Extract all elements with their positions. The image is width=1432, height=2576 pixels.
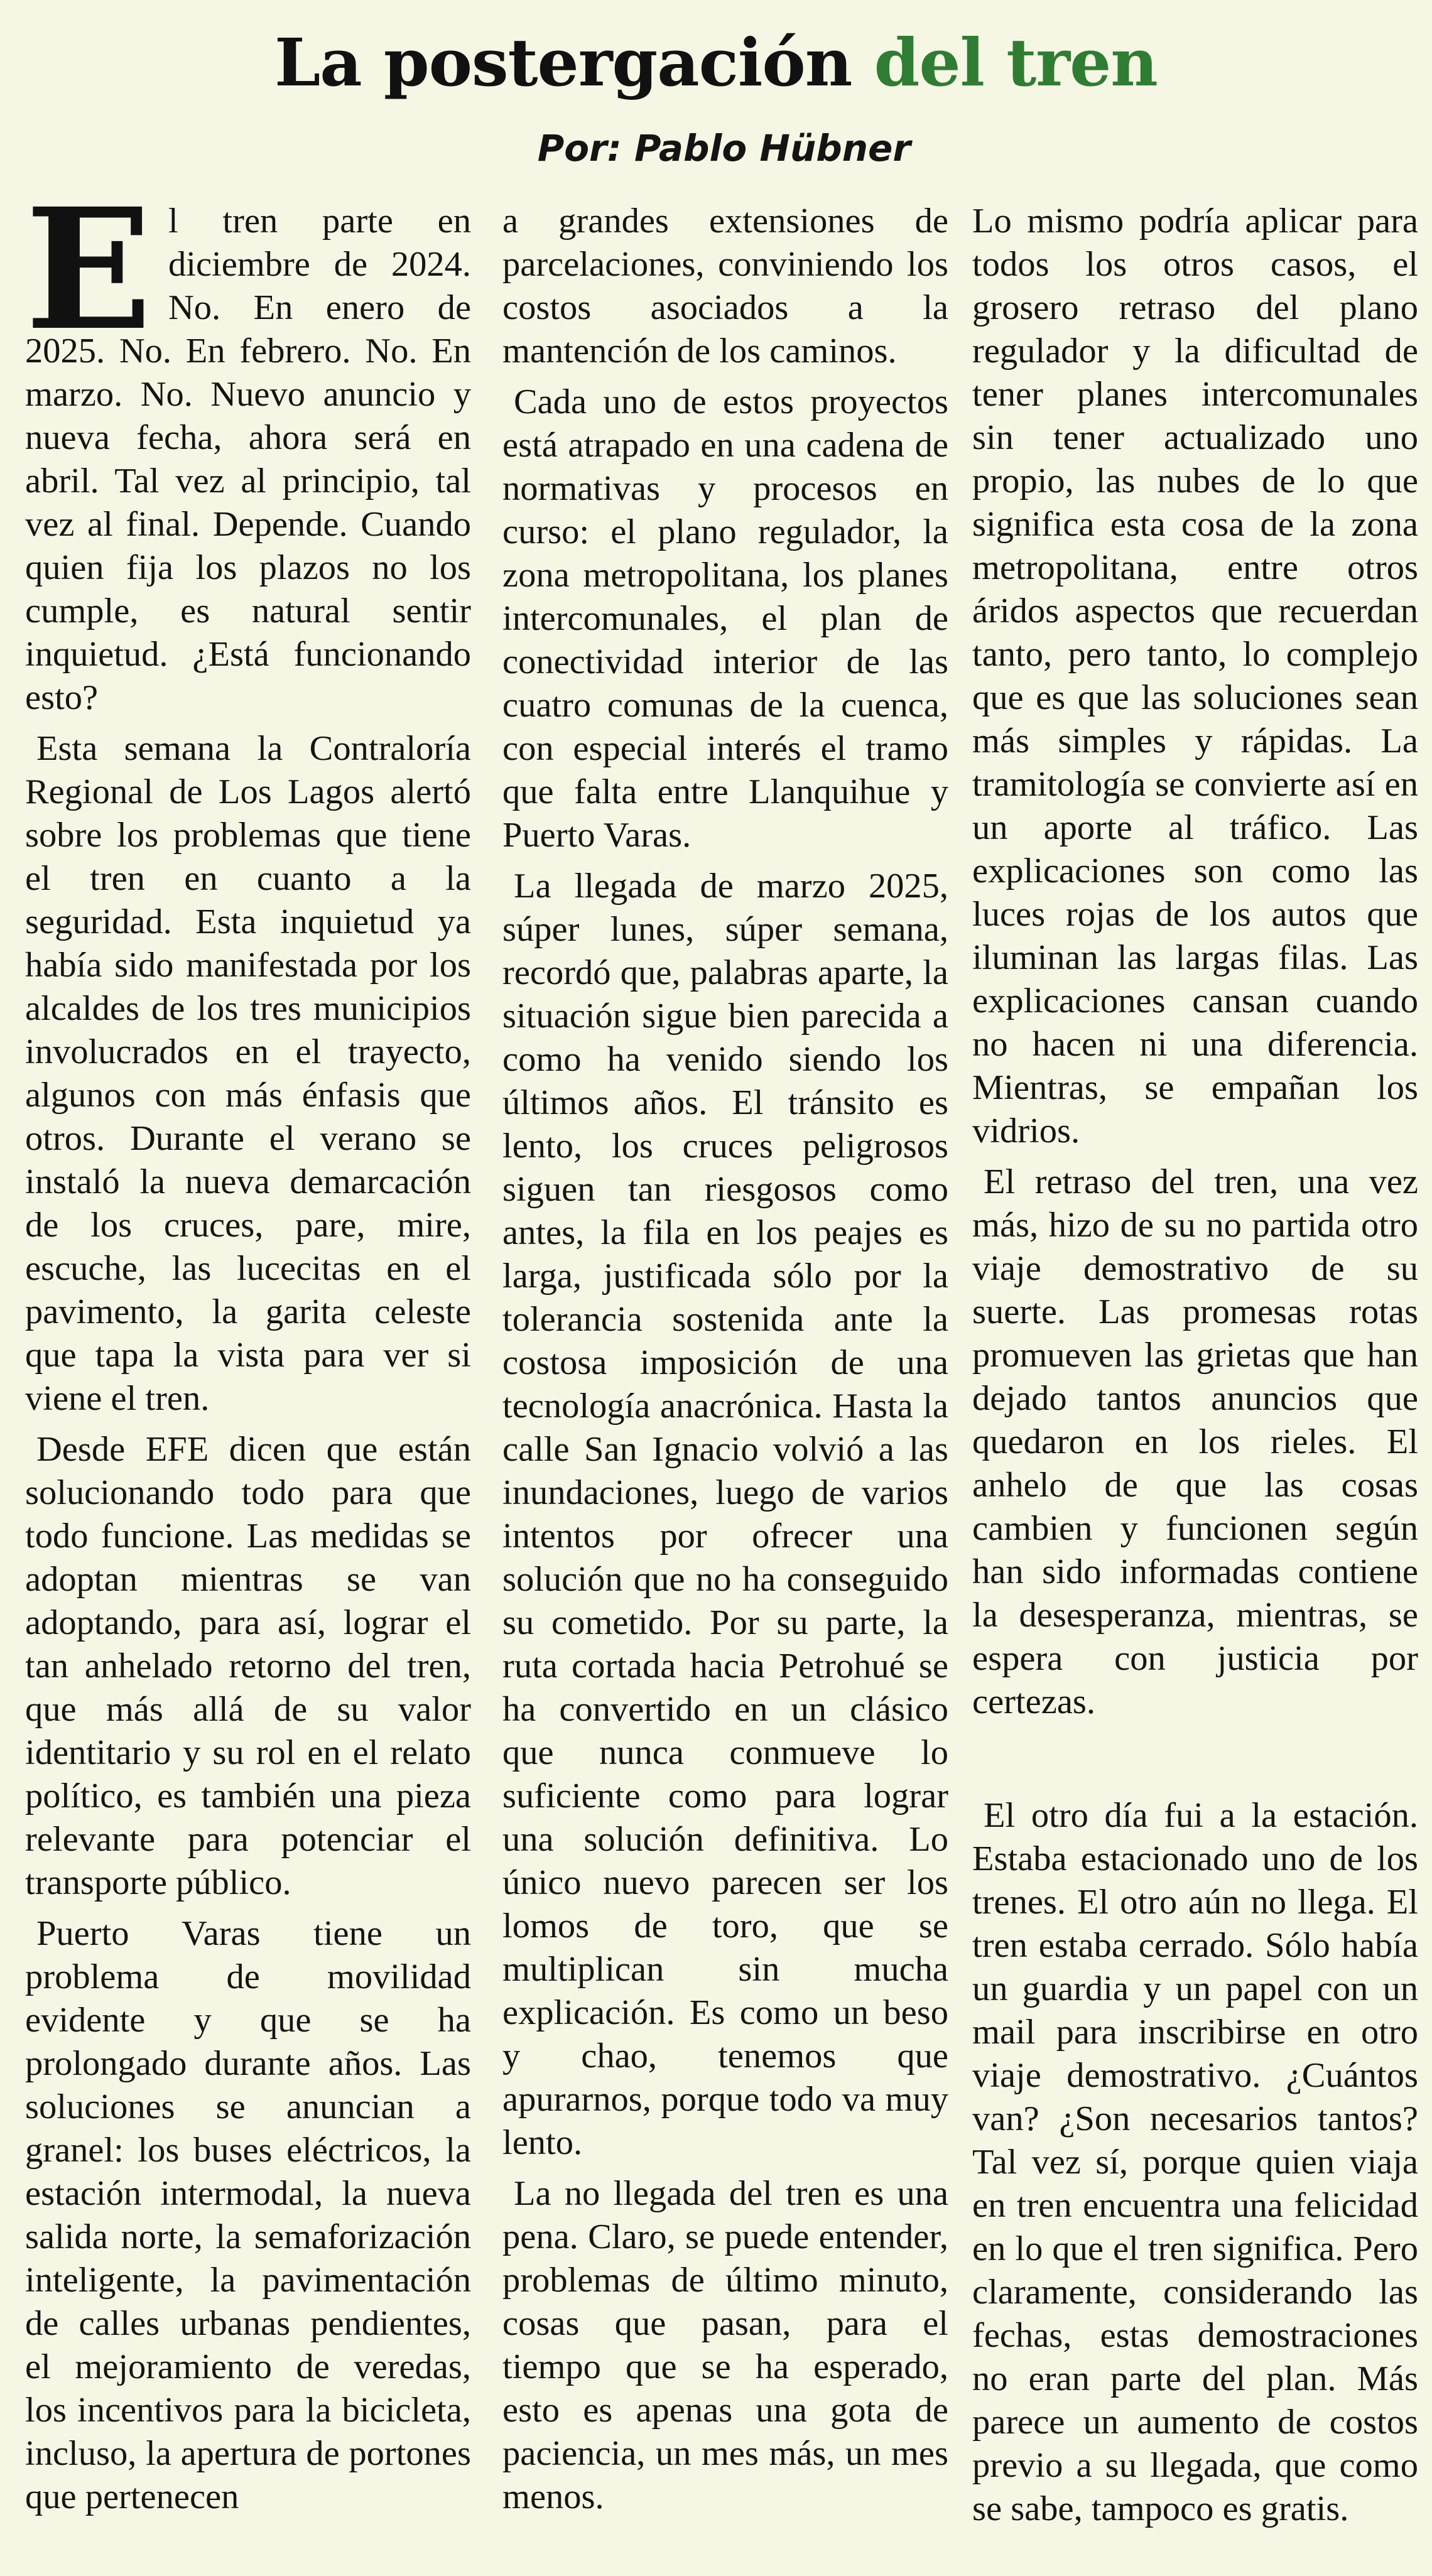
headline-main-text: La postergación — [274, 24, 852, 101]
article-paragraph: Esta semana la Contraloría Regional de Los Lagos alertó sobre los problemas que tiene el tren en cuanto a la seguridad. Esta inquietud ya había sido manifestada por los alcaldes de los tres municipios involucrados en el trayecto, algunos con más énfasis que otros. Durante el verano se instaló la nueva demarcación de los cruces, pare, mire, escuche, las lucecitas en el pavimento, la garita celeste que tapa la vista para ver si viene el tren. — [25, 729, 471, 1418]
article-paragraph: Puerto Varas tiene un problema de movilidad evidente y que se ha prolongado durante años. Las soluciones se anuncian a granel: los buses eléctricos, la estación intermodal, la nueva salida norte, la semaforización inteligente, la pavimentación de calles urbanas pendientes, el mejoramiento de veredas, los incentivos para la bicicleta, incluso, la apertura de portones que pertenecen — [25, 1914, 471, 2516]
article-paragraph: Cada uno de estos proyectos está atrapado en una cadena de normativas y procesos en curso: el plano regulador, la zona metropolitana, los planes intercomunales, el plan de conectividad interior de las cuatro comunas de la cuenca, con especial interés el tramo que falta entre Llanquihue y Puerto Varas. — [502, 382, 948, 855]
first-paragraph-text: l tren parte en diciembre de 2024. No. En enero de 2025. No. En febrero. No. En marzo. No. Nuevo anuncio y nueva fecha, ahora será en abril. Tal vez al principio, tal vez al final. Depende. Cuando quien fija los plazos no los cumple, es natural sentir inquietud. ¿Está funcionando esto? — [25, 202, 471, 717]
article-paragraph: a grandes extensiones de parcelaciones, conviniendo los costos asociados a la mantención de los caminos. — [502, 202, 948, 371]
article-paragraph: Desde EFE dicen que están solucionando todo para que todo funcione. Las medidas se adoptan mientras se van adoptando, para así, lograr el tan anhelado retorno del tren, que más allá de su valor identitario y su rol en el relato político, es también una pieza relevante para potenciar el transporte público. — [25, 1430, 471, 1902]
article-paragraph: Lo mismo podría aplicar para todos los otros casos, el grosero retraso del plano regulador y la dificultad de tener planes intercomunales sin tener actualizado uno propio, las nubes de lo que significa esta cosa de la zona metropolitana, entre otros áridos aspectos que recuerdan tanto, pero tanto, lo complejo que es que las soluciones sean más simples y rápidas. La tramitología se convierte así en un aporte al tráfico. Las explicaciones son como las luces rojas de los autos que iluminan las largas filas. Las explicaciones cansan cuando no hacen ni una diferencia. Mientras, se empañan los vidrios. — [972, 202, 1418, 1150]
article-column-1 — [25, 172, 471, 2519]
article-headline — [0, 19, 1432, 107]
drop-cap: E — [25, 172, 152, 367]
article-byline: Por: Pablo Hübner — [537, 127, 911, 170]
article-paragraph: El otro día fui a la estación. Estaba estacionado uno de los trenes. El otro aún no llega. El tren estaba cerrado. Sólo había un guardia y un papel con un mail para inscribirse en otro viaje demostrativo. ¿Cuántos van? ¿Son necesarios tantos? Tal vez sí, porque quien viaja en tren encuentra una felicidad en lo que el tren significa. Pero claramente, considerando las fechas, estas demostraciones no eran parte del plan. Más parece un aumento de costos previo a su llegada, que como se sabe, tampoco es gratis. — [972, 1796, 1418, 2528]
article-paragraph: La llegada de marzo 2025, súper lunes, súper semana, recordó que, palabras aparte, la situación sigue bien parecida a como ha venido siendo los últimos años. El tránsito es lento, los cruces peligrosos siguen tan riesgosos como antes, la fila en los peajes es larga, justificada sólo por la tolerancia sostenida ante la costosa imposición de una tecnología anacrónica. Hasta la calle San Ignacio volvió a las inundaciones, luego de varios intentos por ofrecer una solución que no ha conseguido su cometido. Por su parte, la ruta cortada hacia Petrohué se ha convertido en un clásico que nunca conmueve lo suficiente como para lograr una solución definitiva. Lo único nuevo parecen ser los lomos de toro, que se multiplican sin mucha explicación. Es como un beso y chao, tenemos que apurarnos, porque todo va muy lento. — [502, 867, 948, 2162]
article-paragraph — [25, 172, 471, 720]
article-column-3 — [972, 200, 1418, 2531]
article-column-2 — [502, 200, 948, 2519]
article-paragraph: La no llegada del tren es una pena. Claro, se puede entender, problemas de último minuto, cosas que pasan, para el tiempo que se ha esperado, esto es apenas una gota de paciencia, un mes más, un mes menos. — [502, 2174, 948, 2516]
headline-accent-text: del tren — [874, 24, 1158, 101]
article-paragraph: El retraso del tren, una vez más, hizo de su no partida otro viaje demostrativo de su suerte. Las promesas rotas promueven las grietas que han dejado tantos anuncios que quedaron en los rieles. El anhelo de que las cosas cambien y funcionen según han sido informadas contiene la desesperanza, mientras, se espera con justicia por certezas. — [972, 1162, 1418, 1721]
